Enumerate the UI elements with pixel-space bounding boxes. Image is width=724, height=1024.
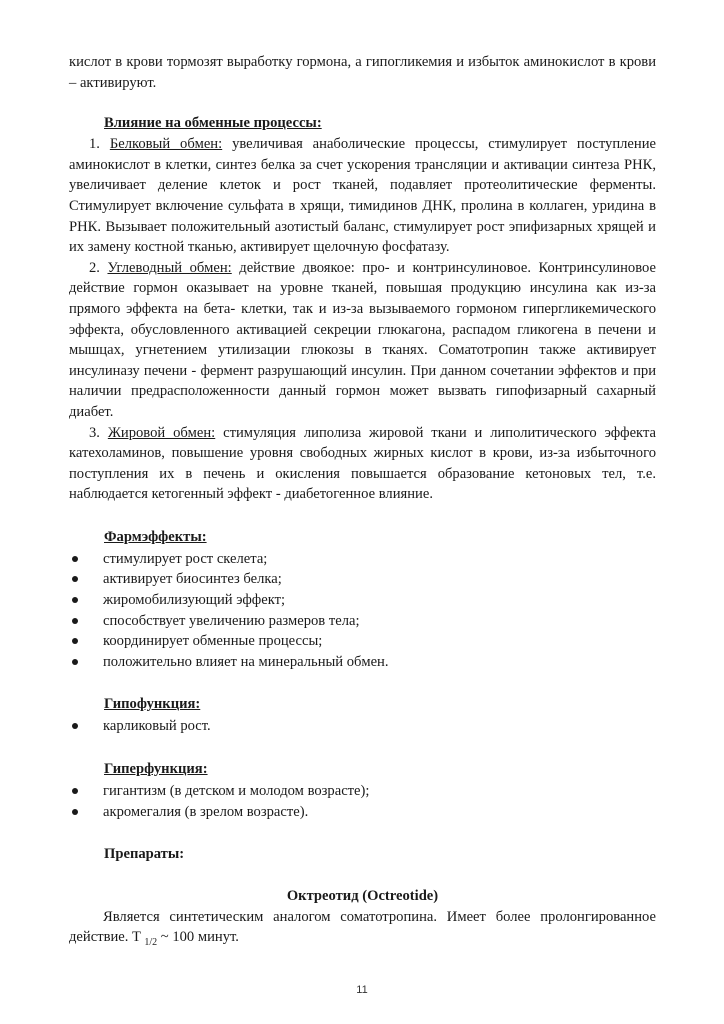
item-number: 3. — [89, 424, 100, 441]
metabolism-item-carbohydrate — [69, 258, 656, 423]
drug-title: Октреотид (Octreotide) — [286, 888, 439, 905]
list-item — [69, 716, 656, 737]
item-text: увеличивая анаболические процессы, стимулирует поступление аминокислот в клетки, синтез белка за счет ускорения трансляции и активации синтеза РНК, увеличивает деление клеток и рост тканей, подавляет протеолитические ферменты. Стимулирует включение сульфата в хрящи, тимидинов ДНК, пролина в коллаген, уридина в РНК. Вызывает положительный азотистый баланс, стимулирует рост эпифизарных хрящей и их замену костной тканью, активирует щелочную фосфатазу. — [69, 136, 656, 256]
list-item — [69, 781, 656, 802]
item-number: 1. — [89, 136, 100, 153]
list-item — [69, 802, 656, 823]
hypofunction-heading: Гипофункция: — [104, 696, 201, 713]
list-item — [69, 549, 656, 570]
list-item-text: жиромобилизующий эффект; — [103, 592, 286, 609]
bullet-icon — [72, 556, 78, 562]
metabolism-heading: Влияние на обменные процессы: — [104, 115, 322, 132]
metabolism-item-fat — [69, 423, 656, 505]
intro-paragraph: кислот в крови тормозят выработку гормона, а гипогликемия и избыток аминокислот в крови – активируют. — [69, 54, 656, 91]
metabolism-item-protein — [69, 134, 656, 258]
bullet-icon — [72, 809, 78, 815]
bullet-icon — [72, 576, 78, 582]
page-number: 11 — [356, 984, 368, 996]
list-item-text: координирует обменные процессы; — [103, 633, 323, 650]
document-page — [69, 52, 656, 954]
pharmeffects-heading: Фармэффекты: — [104, 528, 207, 545]
item-title: Жировой обмен: — [107, 424, 216, 441]
half-life-subscript: 1/2 — [144, 937, 158, 949]
list-item-text: стимулирует рост скелета; — [103, 550, 268, 567]
list-item-text: активирует биосинтез белка; — [103, 571, 282, 588]
list-item-text: способствует увеличению размеров тела; — [103, 612, 360, 629]
item-number: 2. — [89, 259, 100, 276]
pharmeffects-list — [69, 549, 656, 673]
list-item — [69, 611, 656, 632]
drugs-heading: Препараты: — [104, 846, 185, 863]
drug-description — [69, 907, 656, 954]
list-item — [69, 590, 656, 611]
list-item-text: карликовый рост. — [103, 718, 211, 735]
hyperfunction-list — [69, 781, 656, 822]
list-item-text: гигантизм (в детском и молодом возрасте); — [103, 783, 370, 800]
hyperfunction-heading: Гиперфункция: — [104, 761, 208, 778]
bullet-icon — [72, 638, 78, 644]
list-item-text: акромегалия (в зрелом возрасте). — [103, 803, 309, 820]
list-item — [69, 569, 656, 590]
drug-description-tail: ~ 100 минут. — [157, 929, 239, 946]
bullet-icon — [72, 788, 78, 794]
item-title: Углеводный обмен: — [107, 259, 232, 276]
hypofunction-list — [69, 716, 656, 737]
bullet-icon — [72, 723, 78, 729]
drug-description-text: Является синтетическим аналогом соматотропина. Имеет более пролонгированное действие. T — [69, 908, 656, 946]
list-item — [69, 652, 656, 673]
bullet-icon — [72, 618, 78, 624]
bullet-icon — [72, 597, 78, 603]
bullet-icon — [72, 659, 78, 665]
list-item — [69, 631, 656, 652]
list-item-text: положительно влияет на минеральный обмен. — [103, 653, 389, 670]
item-title: Белковый обмен: — [109, 136, 223, 153]
item-text: действие двоякое: про- и контринсулиновое. Контринсулиновое действие гормон оказывает на уровне тканей, повышая продукцию инсулина как из-за прямого эффекта на бета- клетки, так и из-за вызываемого гормоном гипергликемического эффекта, обусловленного активацией секреции глюкагона, распадом гликогена в печени и мышцах, угнетением утилизации глюкозы в тканях. Соматотропин также активирует инсулиназу печени - фермент разрушающий инсулин. При данном сочетании эффектов и при наличии предрасположенности данный гормон может вызвать гипофизарный сахарный диабет. — [69, 259, 656, 420]
item-text: стимуляция липолиза жировой ткани и липолитического эффекта катехоламинов, повышение уровня свободных жирных кислот в крови, из-за избыточного поступления их в печень и окисления повышается образование кетоновых тел, т.е. наблюдается кетогенный эффект - диабетогенное влияние. — [69, 424, 656, 503]
